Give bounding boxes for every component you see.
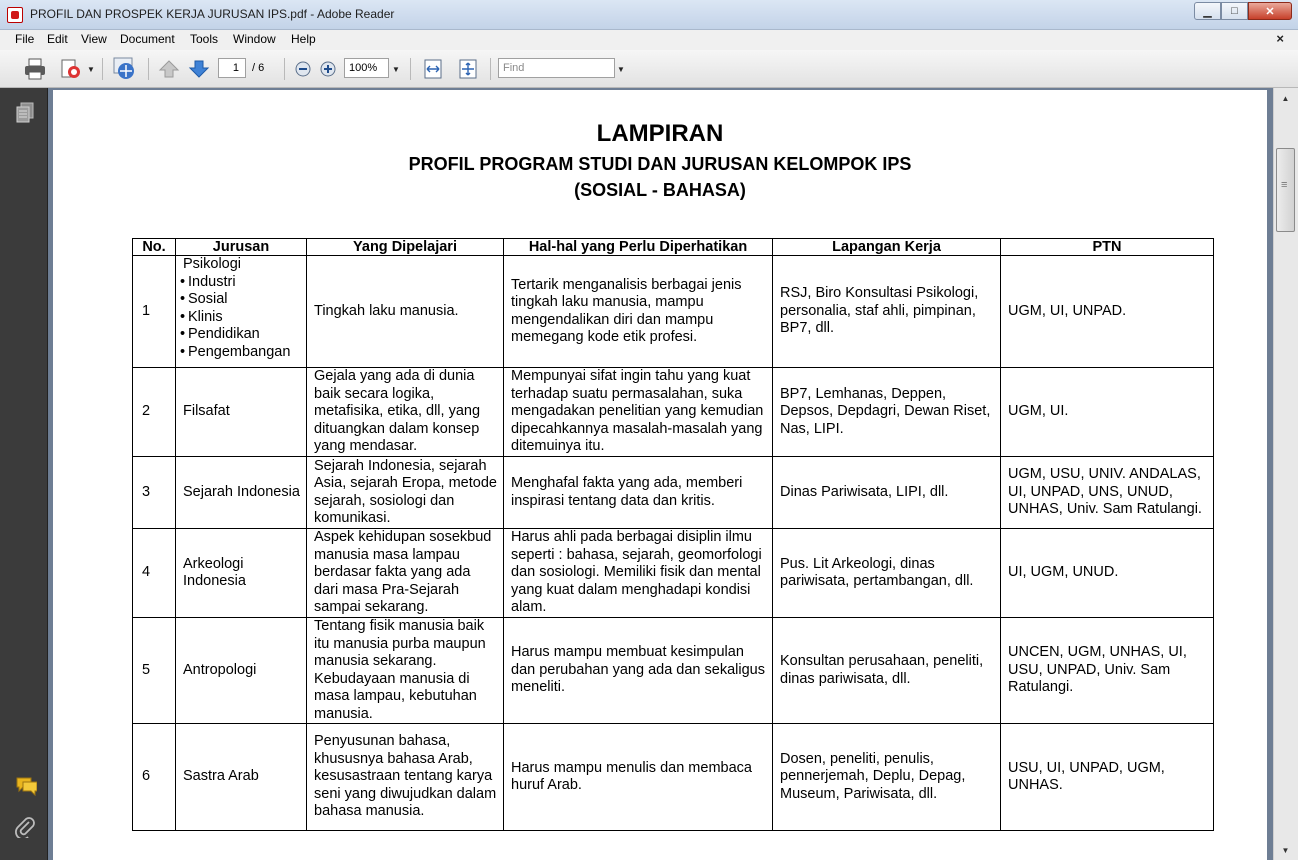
collaborate-icon[interactable] bbox=[110, 56, 138, 82]
row-number: 6 bbox=[133, 724, 176, 831]
minimize-button[interactable]: ▁ bbox=[1194, 2, 1221, 20]
chevron-down-icon[interactable]: ▼ bbox=[87, 65, 95, 74]
ptn-cell: UGM, UI, UNPAD. bbox=[1001, 256, 1214, 368]
scroll-up-icon[interactable]: ▲ bbox=[1281, 93, 1290, 103]
dipelajari-cell: Sejarah Indonesia, sejarah Asia, sejarah Eropa, metode sejarah, sosiologi dan komunikasi. bbox=[307, 457, 504, 529]
column-header: Lapangan Kerja bbox=[773, 239, 1001, 256]
ptn-cell: UNCEN, UGM, UNHAS, UI, USU, UNPAD, Univ. Sam Ratulangi. bbox=[1001, 618, 1214, 724]
jurusan-cell: Antropologi bbox=[176, 618, 307, 724]
column-header: Jurusan bbox=[176, 239, 307, 256]
menu-bar bbox=[0, 30, 1298, 50]
zoom-level-input[interactable]: 100% bbox=[344, 58, 389, 78]
perhatian-cell: Harus mampu menulis dan membaca huruf Arab. bbox=[504, 724, 773, 831]
table-row bbox=[133, 256, 1214, 368]
menu-document[interactable]: Document bbox=[120, 32, 175, 46]
full-screen-icon[interactable] bbox=[456, 58, 480, 80]
zoom-out-icon[interactable] bbox=[294, 60, 312, 78]
previous-page-icon[interactable] bbox=[157, 58, 181, 80]
kerja-cell: Dosen, peneliti, penulis, pennerjemah, Deplu, Depag, Museum, Pariwisata, dll. bbox=[773, 724, 1001, 831]
list-item: • Pengembangan bbox=[180, 344, 300, 362]
row-number: 5 bbox=[133, 618, 176, 724]
title-bar bbox=[0, 0, 1298, 30]
perhatian-cell: Harus ahli pada berbagai disiplin ilmu seperti : bahasa, sejarah, geomorfologi dan sosiologi. Memiliki fisik dan mental yang kuat dalam menghadapi kondisi alam. bbox=[504, 529, 773, 618]
menu-help[interactable]: Help bbox=[291, 32, 316, 46]
dipelajari-cell: Penyusunan bahasa, khususnya bahasa Arab, kesusastraan tentang karya seni yang diwujudkan dalam bahasa manusia. bbox=[307, 724, 504, 831]
toolbar-divider bbox=[102, 58, 103, 80]
perhatian-cell: Tertarik menganalisis berbagai jenis tingkah laku manusia, mampu mengendalikan diri dan mampu memegang kode etik profesi. bbox=[504, 256, 773, 368]
page-total: / 6 bbox=[252, 62, 265, 74]
pages-icon[interactable] bbox=[15, 102, 35, 122]
kerja-cell: Dinas Pariwisata, LIPI, dll. bbox=[773, 457, 1001, 529]
scroll-thumb[interactable] bbox=[1276, 148, 1295, 232]
column-header: No. bbox=[133, 239, 176, 256]
toolbar-divider bbox=[410, 58, 411, 80]
toolbar bbox=[0, 50, 1298, 88]
list-item: • Industri bbox=[180, 274, 300, 292]
list-item: • Sosial bbox=[180, 291, 300, 309]
toolbar-divider bbox=[490, 58, 491, 80]
zoom-dropdown-icon[interactable]: ▼ bbox=[392, 65, 400, 74]
window-controls bbox=[1194, 2, 1292, 20]
kerja-cell: Pus. Lit Arkeologi, dinas pariwisata, pertambangan, dll. bbox=[773, 529, 1001, 618]
zoom-in-icon[interactable] bbox=[319, 60, 337, 78]
perhatian-cell: Menghafal fakta yang ada, memberi inspirasi tentang data dan kritis. bbox=[504, 457, 773, 529]
row-number: 3 bbox=[133, 457, 176, 529]
jurusan-cell: Arkeologi Indonesia bbox=[176, 529, 307, 618]
table-row bbox=[133, 457, 1214, 529]
menu-window[interactable]: Window bbox=[233, 32, 276, 46]
ptn-cell: UI, UGM, UNUD. bbox=[1001, 529, 1214, 618]
row-number: 2 bbox=[133, 368, 176, 457]
ptn-cell: UGM, USU, UNIV. ANDALAS, UI, UNPAD, UNS, UNUD, UNHAS, Univ. Sam Ratulangi. bbox=[1001, 457, 1214, 529]
document-close-button[interactable]: × bbox=[1276, 31, 1284, 46]
print-icon[interactable] bbox=[22, 58, 48, 80]
perhatian-cell: Mempunyai sifat ingin tahu yang kuat terhadap suatu permasalahan, suka mengadakan penelitian yang kemudian dipecahkannya masalah-masalah yang ditemuinya itu. bbox=[504, 368, 773, 457]
menu-file[interactable]: File bbox=[15, 32, 35, 46]
document-title: LAMPIRAN bbox=[596, 120, 724, 147]
attachments-icon[interactable] bbox=[15, 816, 35, 836]
program-table bbox=[132, 238, 1214, 831]
column-header: PTN bbox=[1001, 239, 1214, 256]
table-row bbox=[133, 529, 1214, 618]
list-item: • Klinis bbox=[180, 309, 300, 327]
row-number: 4 bbox=[133, 529, 176, 618]
find-input[interactable]: Find bbox=[498, 58, 615, 78]
create-pdf-icon[interactable] bbox=[58, 58, 84, 80]
column-header: Yang Dipelajari bbox=[307, 239, 504, 256]
maximize-button[interactable]: □ bbox=[1221, 2, 1248, 20]
table-row bbox=[133, 368, 1214, 457]
comments-icon[interactable] bbox=[15, 776, 35, 796]
perhatian-cell: Harus mampu membuat kesimpulan dan perubahan yang ada dan sekaligus meneliti. bbox=[504, 618, 773, 724]
fit-width-icon[interactable] bbox=[421, 58, 445, 80]
table-row bbox=[133, 724, 1214, 831]
next-page-icon[interactable] bbox=[187, 58, 211, 80]
menu-tools[interactable]: Tools bbox=[190, 32, 219, 46]
dipelajari-cell: Gejala yang ada di dunia baik secara logika, metafisika, etika, dll, yang dituangkan dalam konsep yang mendasar. bbox=[307, 368, 504, 457]
jurusan-cell: Sastra Arab bbox=[176, 724, 307, 831]
navigation-pane bbox=[0, 88, 48, 860]
window-title: PROFIL DAN PROSPEK KERJA JURUSAN IPS.pdf - Adobe Reader bbox=[30, 7, 395, 21]
toolbar-divider bbox=[284, 58, 285, 80]
ptn-cell: USU, UI, UNPAD, UGM, UNHAS. bbox=[1001, 724, 1214, 831]
dipelajari-cell: Aspek kehidupan sosekbud manusia masa lampau berdasar fakta yang ada dari masa Pra-Sejarah sampai sekarang. bbox=[307, 529, 504, 618]
toolbar-divider bbox=[148, 58, 149, 80]
menu-edit[interactable]: Edit bbox=[47, 32, 68, 46]
scroll-down-icon[interactable]: ▼ bbox=[1281, 845, 1290, 855]
pdf-page bbox=[53, 90, 1267, 860]
page-number-input[interactable]: 1 bbox=[218, 58, 246, 78]
specialization-list bbox=[183, 274, 300, 362]
adobe-reader-icon bbox=[7, 7, 23, 23]
table-row bbox=[133, 618, 1214, 724]
dipelajari-cell: Tentang fisik manusia baik itu manusia purba maupun manusia sekarang. Kebudayaan manusia di masa lampau, kebutuhan manusia. bbox=[307, 618, 504, 724]
ptn-cell: UGM, UI. bbox=[1001, 368, 1214, 457]
dipelajari-cell: Tingkah laku manusia. bbox=[307, 256, 504, 368]
table-header-row bbox=[133, 239, 1214, 256]
vertical-scrollbar[interactable] bbox=[1273, 88, 1298, 860]
list-item: • Pendidikan bbox=[180, 326, 300, 344]
row-number: 1 bbox=[133, 256, 176, 368]
jurusan-name: Psikologi bbox=[183, 256, 242, 272]
document-subtitle: PROFIL PROGRAM STUDI DAN JURUSAN KELOMPOK IPS bbox=[408, 154, 912, 174]
document-subtitle-2: (SOSIAL - BAHASA) bbox=[574, 180, 746, 200]
find-dropdown-icon[interactable]: ▼ bbox=[617, 65, 625, 74]
kerja-cell: BP7, Lemhanas, Deppen, Depsos, Depdagri, Dewan Riset, Nas, LIPI. bbox=[773, 368, 1001, 457]
jurusan-cell: Filsafat bbox=[176, 368, 307, 457]
jurusan-cell: Sejarah Indonesia bbox=[176, 457, 307, 529]
jurusan-cell bbox=[176, 256, 307, 368]
close-button[interactable]: ✕ bbox=[1248, 2, 1292, 20]
menu-view[interactable]: View bbox=[81, 32, 107, 46]
column-header: Hal-hal yang Perlu Diperhatikan bbox=[504, 239, 773, 256]
document-view[interactable] bbox=[49, 88, 1273, 860]
kerja-cell: Konsultan perusahaan, peneliti, dinas pariwisata, dll. bbox=[773, 618, 1001, 724]
kerja-cell: RSJ, Biro Konsultasi Psikologi, personalia, staf ahli, pimpinan, BP7, dll. bbox=[773, 256, 1001, 368]
